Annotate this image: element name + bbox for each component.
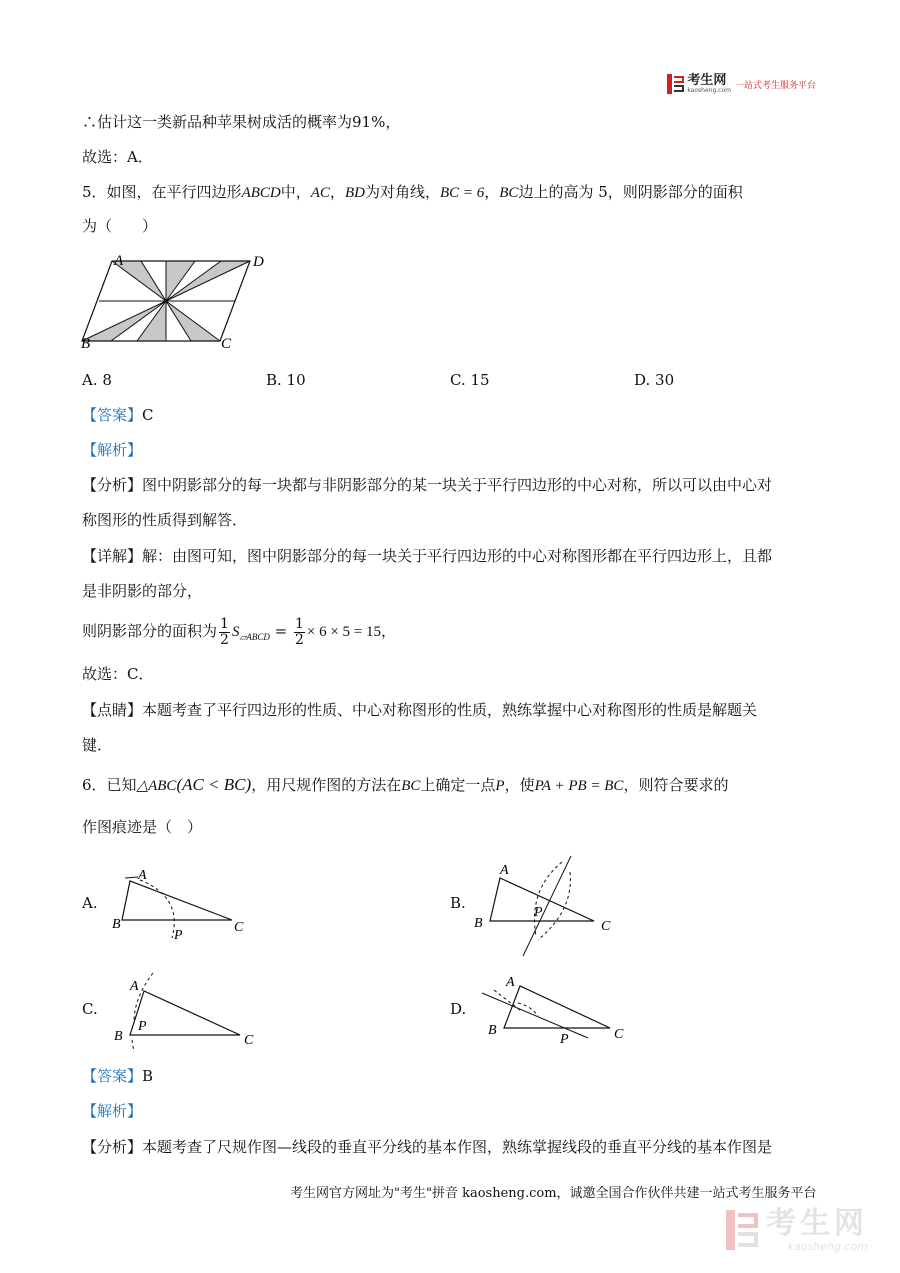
q5-math: BC = 6 (439, 185, 485, 201)
label-b: B (474, 916, 483, 931)
fenxi-text: 本题考查了尺规作图—线段的垂直平分线的基本作图，熟练掌握线段的垂直平分线的基本作图是 (142, 1138, 773, 1156)
q5-answer (82, 405, 154, 425)
q6-text: ，使 (504, 776, 535, 794)
q5-xiangjie-line1 (82, 546, 772, 566)
label-b: B (114, 1029, 123, 1044)
q6-option-d[interactable]: D. (450, 1000, 467, 1018)
watermark-brand: 考生网 (766, 1206, 868, 1241)
q6-figure-c[interactable] (108, 968, 268, 1060)
label-c: C (244, 1033, 254, 1048)
q5-math: AC (310, 185, 330, 201)
label-a: A (500, 863, 509, 878)
label-a: A (506, 975, 515, 990)
q5-fenxi-line1 (82, 475, 772, 495)
dianjing-text: 本题考查了平行四边形的性质、中心对称图形的性质，熟练掌握中心对称图形的性质是解题关 (142, 701, 758, 719)
footer-text: 考生网官方网址为"考生"拼音 kaosheng.com，诚邀全国合作伙伴共建一站式考生服务平台 (290, 1186, 817, 1201)
q5-dianjing-line2: 键． (82, 736, 113, 754)
q5-parallelogram-figure (78, 248, 278, 358)
q5-fenxi-line2: 称图形的性质得到解答． (82, 511, 248, 529)
compass-arc (132, 1040, 134, 1052)
q5-stem-line2: 为（ ） (82, 217, 158, 235)
label-p: P (560, 1032, 569, 1047)
frac-num: 1 (294, 615, 304, 632)
q5-math: BD (344, 185, 365, 201)
q6-option-a[interactable]: A. (82, 894, 98, 912)
q5-number: 5． (82, 183, 107, 201)
q6-number: 6． (82, 776, 107, 794)
header-brand-text: 考生网 (687, 72, 727, 88)
header-brand-sub: kaosheng.com (687, 86, 731, 94)
fraction-half (294, 617, 305, 648)
calc-suffix: ， (381, 622, 397, 640)
frac-den: 2 (294, 631, 304, 648)
watermark (726, 1207, 868, 1253)
q6-text: 上确定一点 (420, 776, 496, 794)
fenxi-tag: 【分析】 (82, 476, 143, 494)
fenxi-text: 图中阴影部分的每一块都与非阴影部分的某一块关于平行四边形的中心对称，所以可以由中心对 (142, 476, 773, 494)
label-p: P (534, 905, 543, 920)
fenxi-tag: 【分析】 (82, 1138, 143, 1156)
calc-s: S (231, 624, 240, 640)
q6-figure-d[interactable] (476, 968, 636, 1050)
vertex-label-c: C (221, 336, 232, 352)
q6-jiexi-tag: 【解析】 (82, 1102, 143, 1120)
q5-text: ， (329, 183, 345, 201)
answer-tag: 【答案】 (82, 1067, 143, 1085)
q6-option-b[interactable]: B. (450, 894, 466, 912)
text-line-choice-a: 故选：A． (82, 148, 153, 166)
xiangjie-text: 解：由图可知，图中阴影部分的每一块关于平行四边形的中心对称图形都在平行四边形上，且都 (142, 547, 773, 565)
q5-text: 中， (280, 183, 311, 201)
q5-stem-line1 (82, 182, 743, 203)
label-b: B (488, 1023, 497, 1038)
text-line-probability: ∴估计这一类新品种苹果树成活的概率为91%， (82, 113, 401, 131)
perpendicular-bisector (482, 993, 588, 1038)
watermark-text (766, 1207, 868, 1253)
q6-math: (AC < BC) (176, 775, 252, 794)
q5-math: BC (499, 185, 519, 201)
compass-arc (140, 880, 174, 938)
q6-stem-line1 (82, 775, 728, 796)
label-c: C (234, 920, 244, 935)
compass-arc (538, 872, 570, 940)
calc-prefix: 则阴影部分的面积为 (82, 622, 218, 640)
label-c: C (614, 1027, 624, 1042)
answer-value: B (142, 1067, 154, 1085)
q6-text: ，用尺规作图的方法在 (251, 776, 402, 794)
q5-guxuan: 故选：C． (82, 665, 154, 683)
triangle (504, 986, 610, 1028)
watermark-logo-icon (726, 1210, 760, 1250)
q6-text: ，则符合要求的 (623, 776, 729, 794)
answer-value: C (142, 406, 154, 424)
label-b: B (112, 917, 121, 932)
q6-text: 已知 (106, 776, 137, 794)
q5-text: 如图，在平行四边形 (106, 183, 242, 201)
watermark-url: kaosheng.com (787, 1240, 868, 1253)
dianjing-tag: 【点睛】 (82, 701, 143, 719)
q5-text: 为对角线， (364, 183, 440, 201)
q5-math: ABCD (241, 185, 281, 201)
q6-figure-b[interactable] (470, 850, 620, 960)
q6-fenxi-line1 (82, 1137, 772, 1157)
q6-figure-a[interactable] (108, 862, 258, 944)
vertex-label-d: D (253, 254, 264, 270)
arc-mark (125, 877, 138, 878)
answer-tag: 【答案】 (82, 406, 143, 424)
q6-math: PA + PB = BC (534, 778, 624, 794)
calc-sub: ▱ABCD (239, 632, 270, 642)
q5-xiangjie-line2: 是非阴影的部分， (82, 582, 203, 600)
label-c: C (601, 919, 611, 934)
header-logo (667, 72, 816, 96)
q5-option-a[interactable]: A. 8 (82, 371, 112, 389)
frac-den: 2 (220, 631, 229, 648)
q5-option-b[interactable]: B. 10 (266, 371, 306, 389)
q5-jiexi-tag: 【解析】 (82, 441, 143, 459)
calc-rest: × 6 × 5 = 15 (306, 624, 382, 640)
xiangjie-tag: 【详解】 (82, 547, 143, 565)
q6-option-c[interactable]: C. (82, 1000, 98, 1018)
frac-num: 1 (220, 615, 229, 632)
calc-eq: = (269, 622, 292, 640)
q6-math: △ABC (136, 778, 177, 794)
label-a: A (138, 868, 147, 883)
label-a: A (130, 979, 139, 994)
vertex-label-a: A (114, 253, 124, 269)
kaosheng-logo-icon (667, 74, 685, 94)
label-p: P (138, 1019, 147, 1034)
q5-dianjing-line1 (82, 700, 757, 720)
q5-option-d[interactable]: D. 30 (634, 371, 675, 389)
perpendicular-bisector (523, 856, 571, 956)
q6-stem-line2: 作图痕迹是（ ） (82, 818, 203, 836)
q6-answer (82, 1066, 153, 1086)
q5-text: ， (484, 183, 500, 201)
header-tagline: 一站式考生服务平台 (734, 80, 816, 91)
fraction-half (219, 617, 230, 648)
label-p: P (174, 928, 183, 943)
q6-math: P (495, 778, 505, 794)
vertex-label-b: B (81, 336, 91, 352)
q6-math: BC (401, 778, 421, 794)
q5-option-c[interactable]: C. 15 (450, 371, 490, 389)
triangle (122, 881, 232, 920)
q5-calc-line (82, 614, 396, 654)
compass-arc (534, 862, 562, 936)
header-brand (687, 72, 731, 94)
q5-text: 边上的高为 5，则阴影部分的面积 (518, 183, 743, 201)
